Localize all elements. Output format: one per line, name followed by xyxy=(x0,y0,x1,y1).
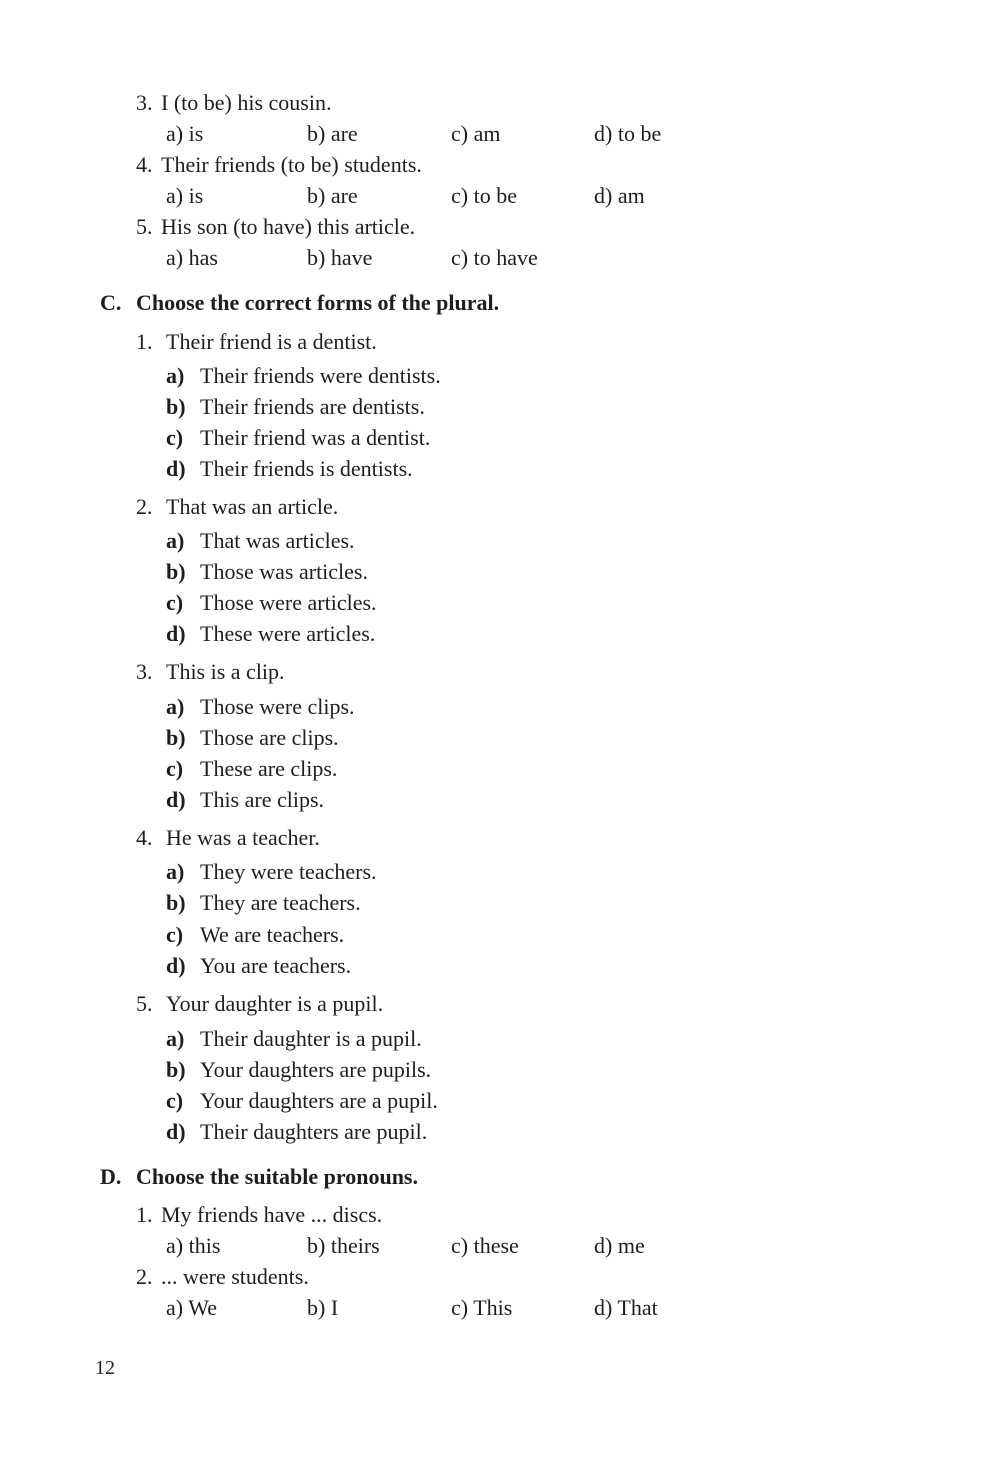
option-text: We are teachers. xyxy=(200,922,345,947)
option-text: These are clips. xyxy=(200,756,338,781)
option-text: Your daughters are a pupil. xyxy=(200,1088,438,1113)
option-letter: b) xyxy=(166,394,186,419)
option-text: They were teachers. xyxy=(200,859,377,884)
question-text: My friends have ... discs. xyxy=(161,1202,383,1227)
option-b: b) theirs xyxy=(307,1233,380,1258)
option-letter: b) xyxy=(166,890,186,915)
option-letter: c) xyxy=(166,922,184,947)
option-c: c) to be xyxy=(451,183,517,208)
option-b: b) are xyxy=(307,121,358,146)
question-text: ... were students. xyxy=(161,1264,309,1289)
option-letter: b) xyxy=(166,725,186,750)
option-a: a) We xyxy=(166,1295,217,1320)
option-letter: b) xyxy=(166,559,186,584)
question-text: He was a teacher. xyxy=(166,825,320,850)
option-c: c) This xyxy=(451,1295,513,1320)
question-number: 5. xyxy=(136,214,153,239)
option-a: a) is xyxy=(166,121,204,146)
question-number: 2. xyxy=(136,1264,153,1289)
option-letter: d) xyxy=(166,953,186,978)
question-text: Their friends (to be) students. xyxy=(161,152,422,177)
option-letter: a) xyxy=(166,1026,185,1051)
option-a: a) this xyxy=(166,1233,221,1258)
option-text: Their friend was a dentist. xyxy=(200,425,431,450)
option-text: Their daughters are pupil. xyxy=(200,1119,428,1144)
option-text: Their friends were dentists. xyxy=(200,363,441,388)
option-c: c) am xyxy=(451,121,501,146)
question-number: 2. xyxy=(136,494,153,519)
question-number: 3. xyxy=(136,90,153,115)
option-d: d) to be xyxy=(594,121,662,146)
option-letter: c) xyxy=(166,425,184,450)
option-letter: c) xyxy=(166,756,184,781)
option-text: Their friends are dentists. xyxy=(200,394,425,419)
question-text: That was an article. xyxy=(166,494,339,519)
option-text: Those were articles. xyxy=(200,590,377,615)
option-text: They are teachers. xyxy=(200,890,361,915)
option-text: Those was articles. xyxy=(200,559,368,584)
question-text: Their friend is a dentist. xyxy=(166,329,377,354)
option-text: Those are clips. xyxy=(200,725,339,750)
option-letter: d) xyxy=(166,456,186,481)
option-letter: a) xyxy=(166,363,185,388)
question-number: 1. xyxy=(136,329,153,354)
option-d: d) me xyxy=(594,1233,645,1258)
option-b: b) have xyxy=(307,245,373,270)
option-a: a) is xyxy=(166,183,204,208)
section-letter: C. xyxy=(100,290,122,315)
option-text: Your daughters are pupils. xyxy=(200,1057,432,1082)
option-b: b) I xyxy=(307,1295,339,1320)
option-letter: d) xyxy=(166,787,186,812)
question-text: This is a clip. xyxy=(166,659,285,684)
section-title: Choose the correct forms of the plural. xyxy=(136,290,500,315)
option-letter: a) xyxy=(166,528,185,553)
option-text: This are clips. xyxy=(200,787,325,812)
question-number: 4. xyxy=(136,152,153,177)
section-title: Choose the suitable pronouns. xyxy=(136,1164,418,1189)
question-text: I (to be) his cousin. xyxy=(161,90,332,115)
question-text: Your daughter is a pupil. xyxy=(166,991,384,1016)
option-a: a) has xyxy=(166,245,218,270)
option-text: Their friends is dentists. xyxy=(200,456,413,481)
option-text: Those were clips. xyxy=(200,694,355,719)
question-number: 3. xyxy=(136,659,153,684)
question-text: His son (to have) this article. xyxy=(161,214,416,239)
option-letter: d) xyxy=(166,621,186,646)
option-b: b) are xyxy=(307,183,358,208)
option-letter: c) xyxy=(166,590,184,615)
page-number: 12 xyxy=(95,1357,115,1379)
question-number: 5. xyxy=(136,991,153,1016)
option-letter: a) xyxy=(166,859,185,884)
question-number: 1. xyxy=(136,1202,153,1227)
option-d: d) am xyxy=(594,183,645,208)
question-number: 4. xyxy=(136,825,153,850)
option-letter: c) xyxy=(166,1088,184,1113)
option-text: You are teachers. xyxy=(200,953,352,978)
option-c: c) to have xyxy=(451,245,538,270)
option-letter: a) xyxy=(166,694,185,719)
option-d: d) That xyxy=(594,1295,658,1320)
option-text: These were articles. xyxy=(200,621,376,646)
option-text: That was articles. xyxy=(200,528,355,553)
option-letter: d) xyxy=(166,1119,186,1144)
option-text: Their daughter is a pupil. xyxy=(200,1026,422,1051)
option-c: c) these xyxy=(451,1233,519,1258)
section-letter: D. xyxy=(100,1164,122,1189)
option-letter: b) xyxy=(166,1057,186,1082)
